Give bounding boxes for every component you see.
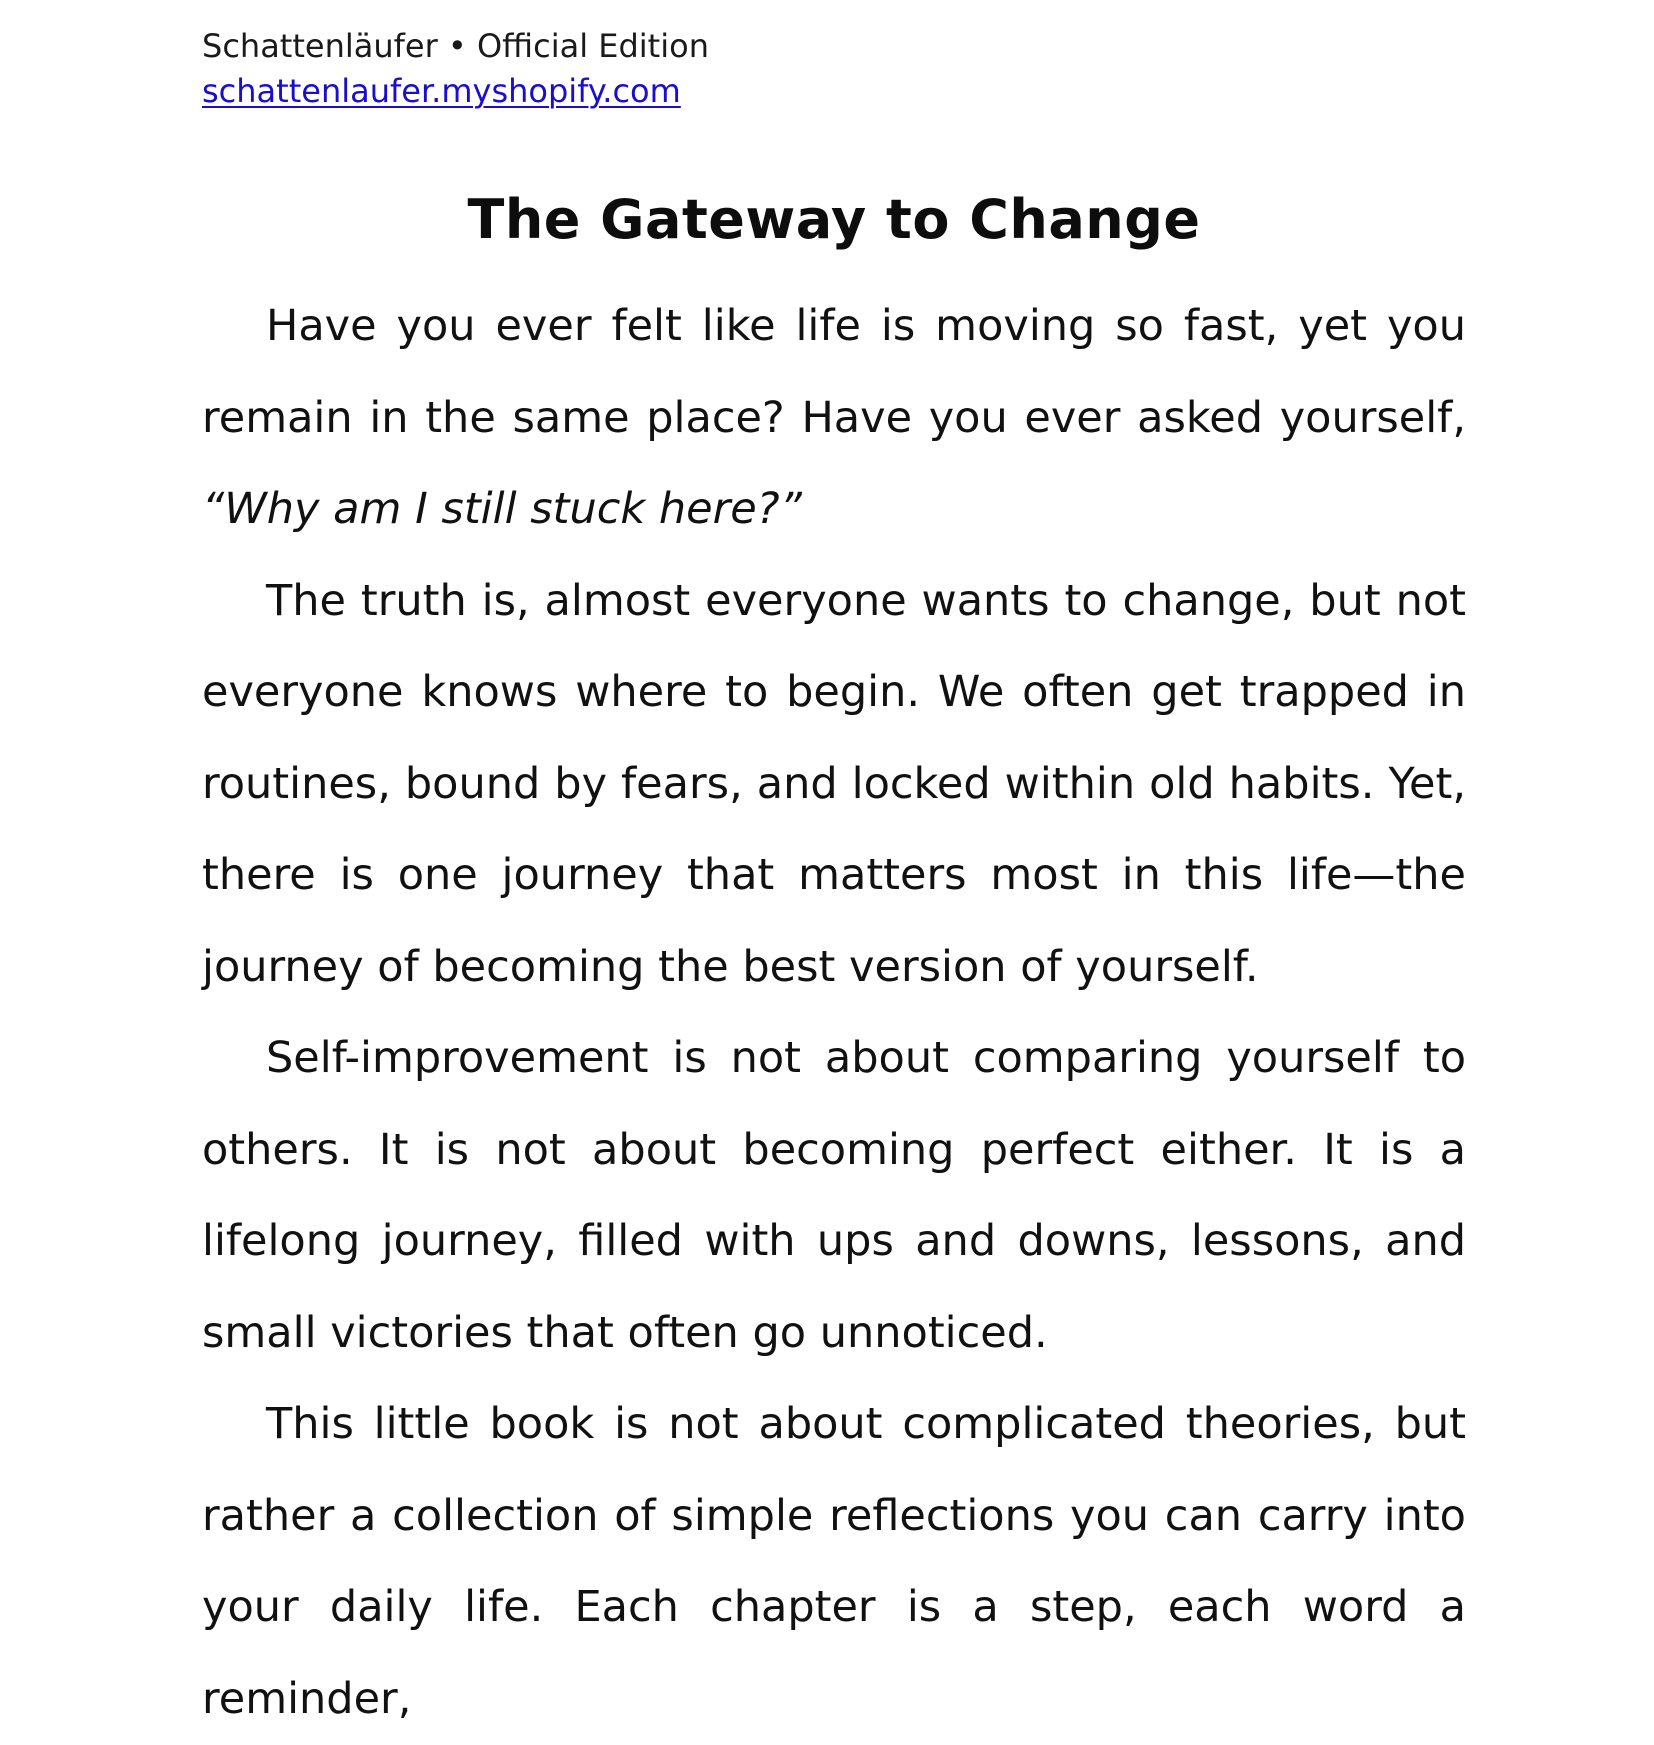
paragraph-3: Self-improvement is not about comparing yourself to others. It is not about becoming perfect either. It is a lifelong journey, filled with ups and downs, lessons, and small victories that often go unnoticed. (202, 1033, 1466, 1358)
chapter-title: The Gateway to Change (467, 188, 1201, 251)
paragraph-2: The truth is, almost everyone wants to change, but not everyone knows where to begin. We often get trapped in routines, bound by fears, and locked within old habits. Yet, there is one journey that matters most in this life—the journey of becoming the best version of yourself. (202, 575, 1466, 992)
shop-link[interactable]: schattenlaufer.myshopify.com (202, 72, 681, 110)
paragraph-1-text: Have you ever felt like life is moving so fast, yet you remain in the same place? Have you ever asked yourself, (202, 301, 1466, 443)
chapter-body (202, 281, 1466, 1745)
paragraph-1 (202, 281, 1466, 556)
page-header (202, 24, 709, 114)
paragraph-4: This little book is not about complicated theories, but rather a collection of simple reflections you can carry into your daily life. Each chapter is a step, each word a reminder, (202, 1399, 1466, 1724)
edition-line: Schattenläufer • Official Edition (202, 27, 709, 65)
paragraph-1-italic-quote: “Why am I still stuck here?” (202, 484, 802, 534)
